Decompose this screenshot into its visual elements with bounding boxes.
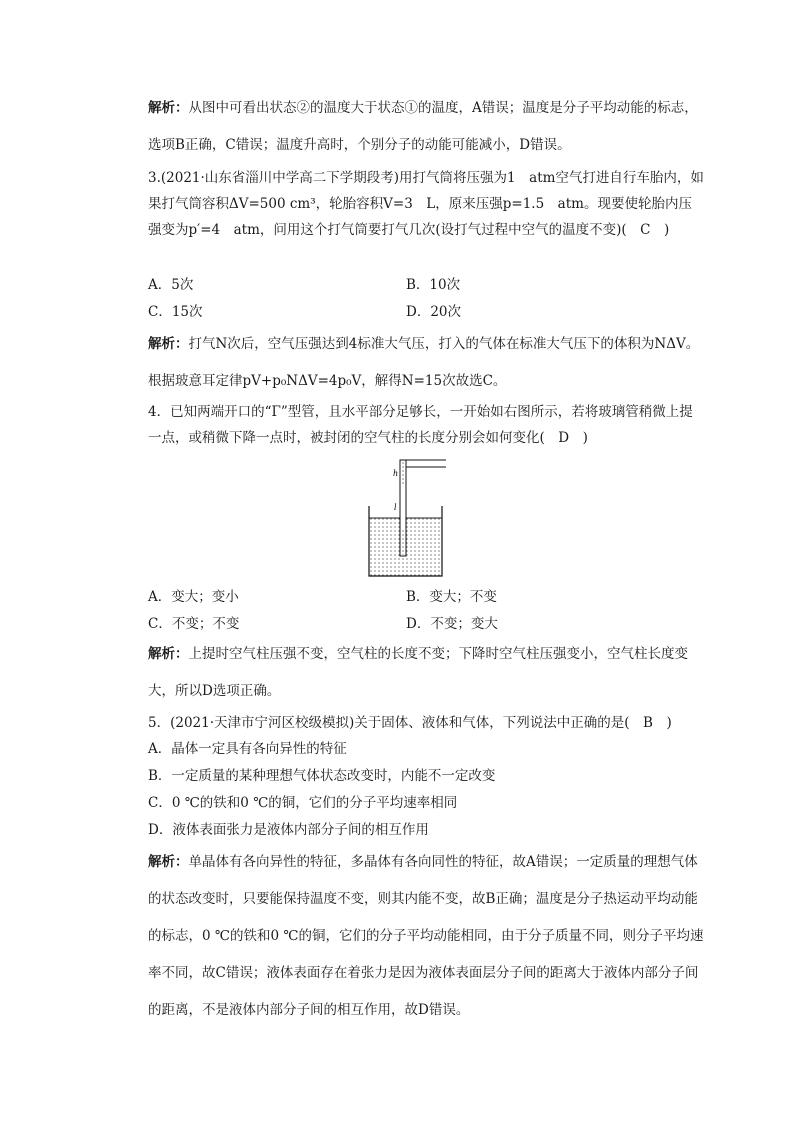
solution-2-text: 从图中可看出状态②的温度大于状态①的温度，A错误；温度是分子平均动能的标志，选项B正确，C错误；温度升高时，个别分子的动能可能减小，D错误。 bbox=[148, 100, 698, 153]
question-4-stem: 4．已知两端开口的“Γ”型管，且水平部分足够长，一开始如右图所示，若将玻璃管稍微上提一点，或稍微下降一点时，被封闭的空气柱的长度分别会如何变化( D ) bbox=[148, 404, 693, 446]
solution-3-text: 打气N次后，空气压强达到4标准大气压，打入的气体在标准大气压下的体积为NΔV。根据玻意耳定律pV+p₀NΔV=4p₀V，解得N=15次故选C。 bbox=[148, 336, 700, 389]
option-c: C．不变；不变 bbox=[148, 616, 240, 632]
label-h: h bbox=[393, 469, 399, 478]
question-4-options-row-1 bbox=[148, 584, 676, 610]
question-5-option-d: D．液体表面张力是液体内部分子间的相互作用 bbox=[148, 822, 429, 838]
question-5-stem: 5．(2021·天津市宁河区校级模拟)关于固体、液体和气体，下列说法中正确的是( B ) bbox=[148, 715, 672, 731]
solution-3 bbox=[120, 326, 704, 400]
solution-5-text: 单晶体有各向异性的特征，多晶体有各向同性的特征，故A错误；一定质量的理想气体的状态改变时，只要能保持温度不变，则其内能不变，故B正确；温度是分子热运动平均动能的标志，0 ℃的铁和0 ℃的铜，它们的分子平均动能相同，由于分子质量不同，则分子平均速率不同，故C错误；液体表面存在着张力是因为液体表面层分子间的距离大于液体内部分子间的距离，不是液体内部分子间的相互作用，故D错误。 bbox=[148, 854, 704, 1018]
question-3-options-row-2 bbox=[148, 299, 676, 325]
option-a: A．5次 bbox=[148, 277, 194, 293]
solution-2 bbox=[120, 90, 704, 164]
tube-figure bbox=[366, 458, 446, 580]
liquid-column-h bbox=[401, 462, 405, 484]
solution-4 bbox=[120, 636, 704, 710]
label-l: l bbox=[394, 503, 397, 512]
option-b: B．变大；不变 bbox=[406, 589, 497, 605]
option-d: D．20次 bbox=[406, 304, 462, 320]
question-5-option-a: A．晶体一定具有各向异性的特征 bbox=[148, 741, 347, 757]
option-b: B．10次 bbox=[406, 277, 461, 293]
option-c: C．15次 bbox=[148, 304, 203, 320]
question-3-stem: 3.(2021·山东省淄川中学高二下学期段考)用打气筒将压强为1 atm空气打进自行车胎内，如果打气筒容积ΔV=500 cm³，轮胎容积V=3 L，原来压强p=1.5 atm。现要使轮胎内压强变为p′=4 atm，问用这个打气筒要打气几次(设打气过程中空气的温度不变)( C ) bbox=[148, 170, 704, 238]
solution-label: 解析： bbox=[148, 854, 189, 870]
question-3-options-row-1 bbox=[148, 272, 676, 298]
option-a: A．变大；变小 bbox=[148, 589, 239, 605]
question-5-option-c: C．0 ℃的铁和0 ℃的铜，它们的分子平均速率相同 bbox=[148, 795, 458, 811]
question-4-options-row-2 bbox=[148, 611, 676, 637]
solution-4-text: 上提时空气柱压强不变，空气柱的长度不变；下降时空气柱压强变小，空气柱长度变大，所以D选项正确。 bbox=[148, 646, 688, 699]
option-d: D．不变；变大 bbox=[406, 616, 498, 632]
solution-label: 解析： bbox=[148, 336, 189, 352]
question-5-option-b: B．一定质量的某种理想气体状态改变时，内能不一定改变 bbox=[148, 768, 496, 784]
solution-5 bbox=[120, 844, 704, 1029]
solution-label: 解析： bbox=[148, 646, 189, 662]
solution-label: 解析： bbox=[148, 100, 189, 116]
liquid-in-tube bbox=[401, 530, 405, 555]
